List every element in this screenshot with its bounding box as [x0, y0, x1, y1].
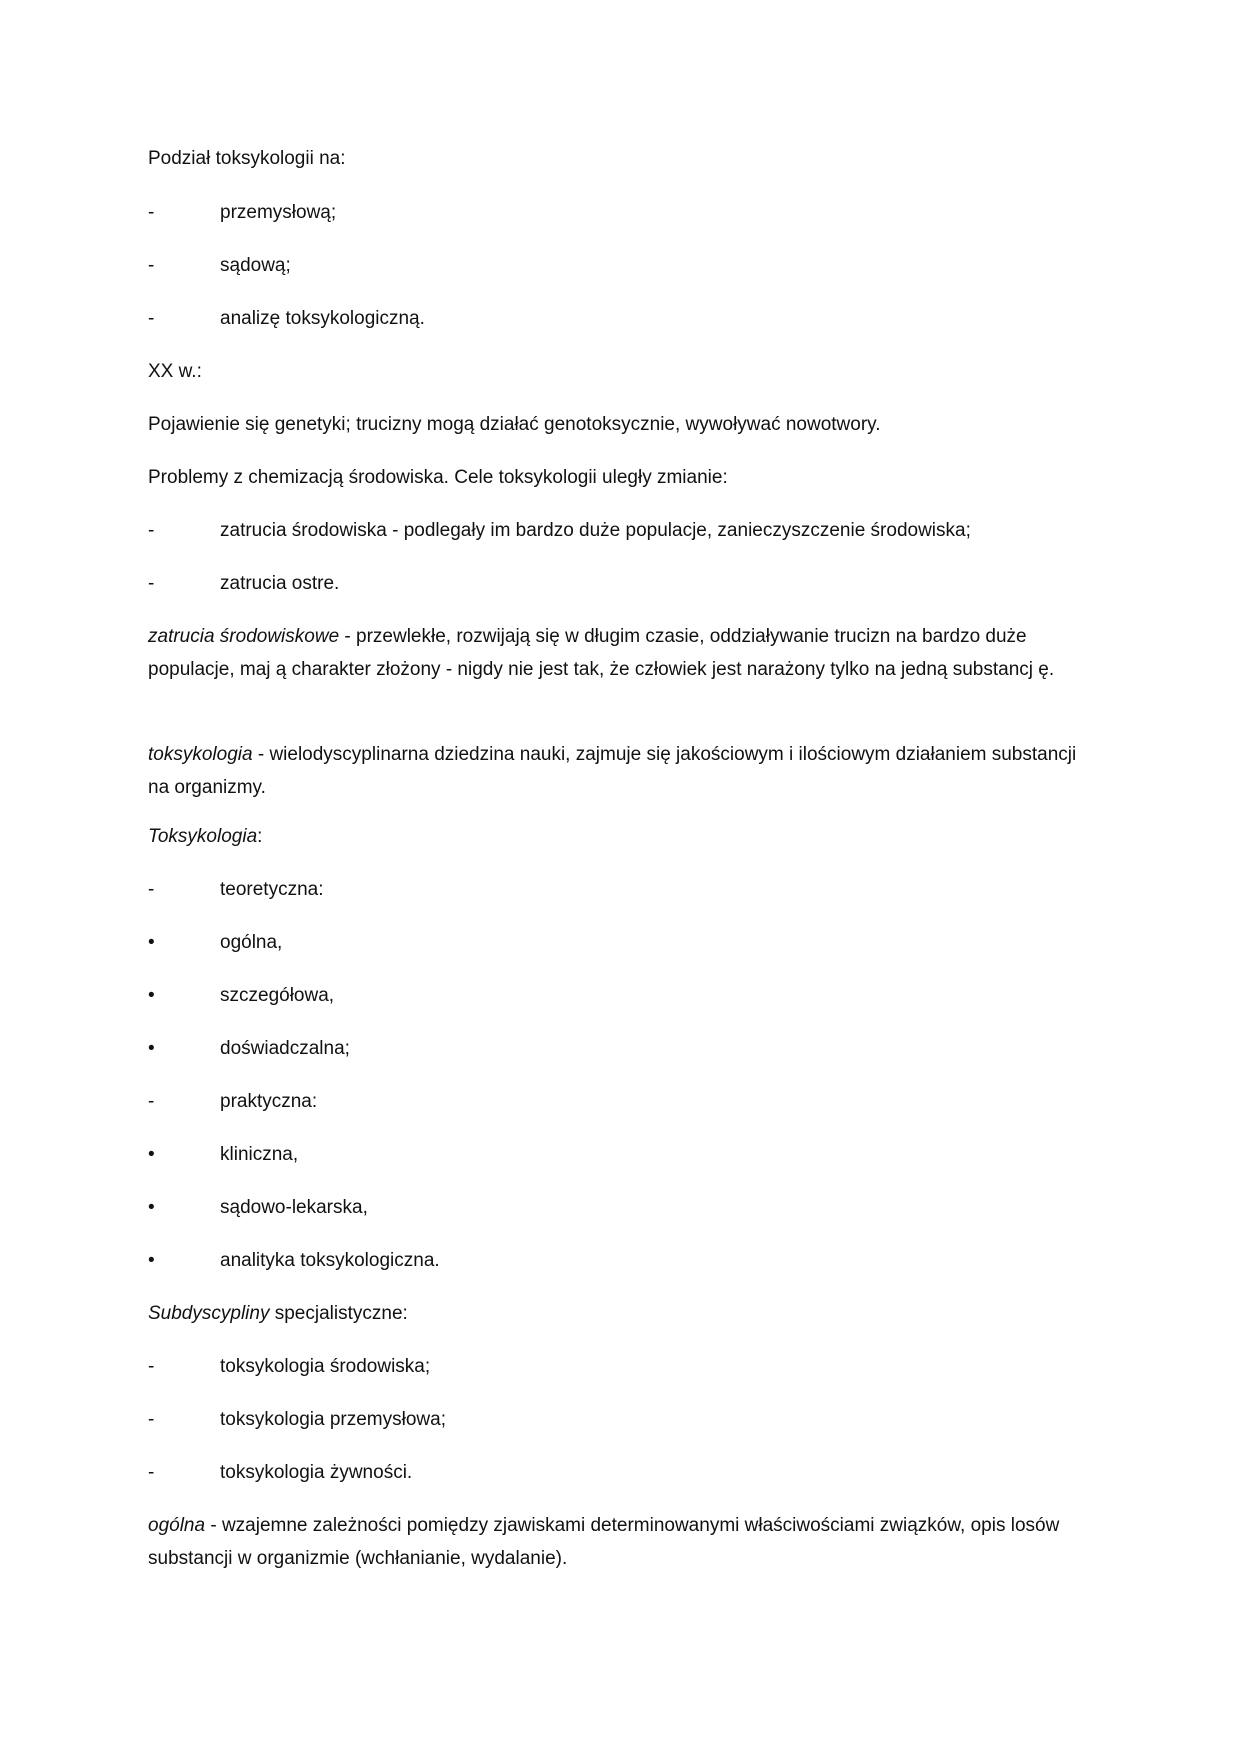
list-item: praktyczna:	[220, 1091, 318, 1112]
paragraph-genetics: Pojawienie się genetyki; trucizny mogą działać genotoksycznie, wywoływać nowotwory.	[148, 414, 881, 435]
list-item: toksykologia przemysłowa;	[220, 1409, 446, 1430]
list-item: doświadczalna;	[220, 1038, 350, 1059]
definition-term: toksykologia	[148, 744, 253, 765]
list-item: teoretyczna:	[220, 879, 324, 900]
definition-text: - wzajemne zależności pomiędzy zjawiskami determinowanymi właściwościami związków, opis losów substancji w organizmie (wchłanianie, wydalanie).	[148, 1515, 1060, 1569]
list-marker: -	[148, 1356, 155, 1377]
list-marker: -	[148, 255, 155, 276]
definition-term: ogólna	[148, 1515, 206, 1536]
list-item: ogólna,	[220, 932, 283, 953]
list-marker: -	[148, 520, 155, 541]
definition-text: - przewlekłe, rozwijają się w długim czasie, oddziaływanie trucizn na bardzo duże populacje, maj ą charakter złożony - nigdy nie jest tak, że człowiek jest narażony tylko na jedną substancj ę.	[148, 626, 1055, 680]
list-item: sądowo-lekarska,	[220, 1197, 368, 1218]
list-item: toksykologia środowiska;	[220, 1356, 431, 1377]
list-item: analizę toksykologiczną.	[220, 308, 425, 329]
paragraph-intro: Podział toksykologii na:	[148, 148, 346, 169]
list-marker: •	[148, 1038, 155, 1059]
list-marker: -	[148, 1091, 155, 1112]
list-marker: -	[148, 879, 155, 900]
list-marker: •	[148, 932, 155, 953]
definition-term: zatrucia środowiskowe	[148, 626, 340, 647]
definition-general	[148, 1509, 1098, 1575]
list-item: zatrucia ostre.	[220, 573, 340, 594]
section-heading-suffix: :	[257, 826, 263, 847]
list-item: zatrucia środowiska - podlegały im bardzo duże populacje, zanieczyszczenie środowiska;	[220, 520, 971, 541]
definition-text: - wielodyscyplinarna dziedzina nauki, zajmuje się jakościowym i ilościowym działaniem substancji na organizmy.	[148, 744, 1077, 798]
definition-environmental-poisoning	[148, 620, 1098, 686]
list-marker: •	[148, 1197, 155, 1218]
list-marker: •	[148, 985, 155, 1006]
list-item: analityka toksykologiczna.	[220, 1250, 440, 1271]
list-marker: -	[148, 202, 155, 223]
list-item: toksykologia żywności.	[220, 1462, 413, 1483]
section-heading-subdisciplines	[148, 1303, 1098, 1325]
section-heading-suffix: specjalistyczne:	[269, 1303, 408, 1324]
section-heading-term: Subdyscypliny	[148, 1303, 270, 1324]
paragraph-heading-century: XX w.:	[148, 361, 202, 382]
section-heading-toxicology	[148, 826, 1098, 848]
list-marker: -	[148, 1409, 155, 1430]
paragraph-chemization: Problemy z chemizacją środowiska. Cele toksykologii uległy zmianie:	[148, 467, 728, 488]
list-item: sądową;	[220, 255, 291, 276]
list-item: kliniczna,	[220, 1144, 299, 1165]
list-marker: -	[148, 308, 155, 329]
list-marker: •	[148, 1144, 155, 1165]
definition-toxicology	[148, 738, 1098, 804]
list-marker: •	[148, 1250, 155, 1271]
list-marker: -	[148, 573, 155, 594]
list-item: przemysłową;	[220, 202, 337, 223]
list-marker: -	[148, 1462, 155, 1483]
section-heading-term: Toksykologia	[148, 826, 258, 847]
list-item: szczegółowa,	[220, 985, 335, 1006]
